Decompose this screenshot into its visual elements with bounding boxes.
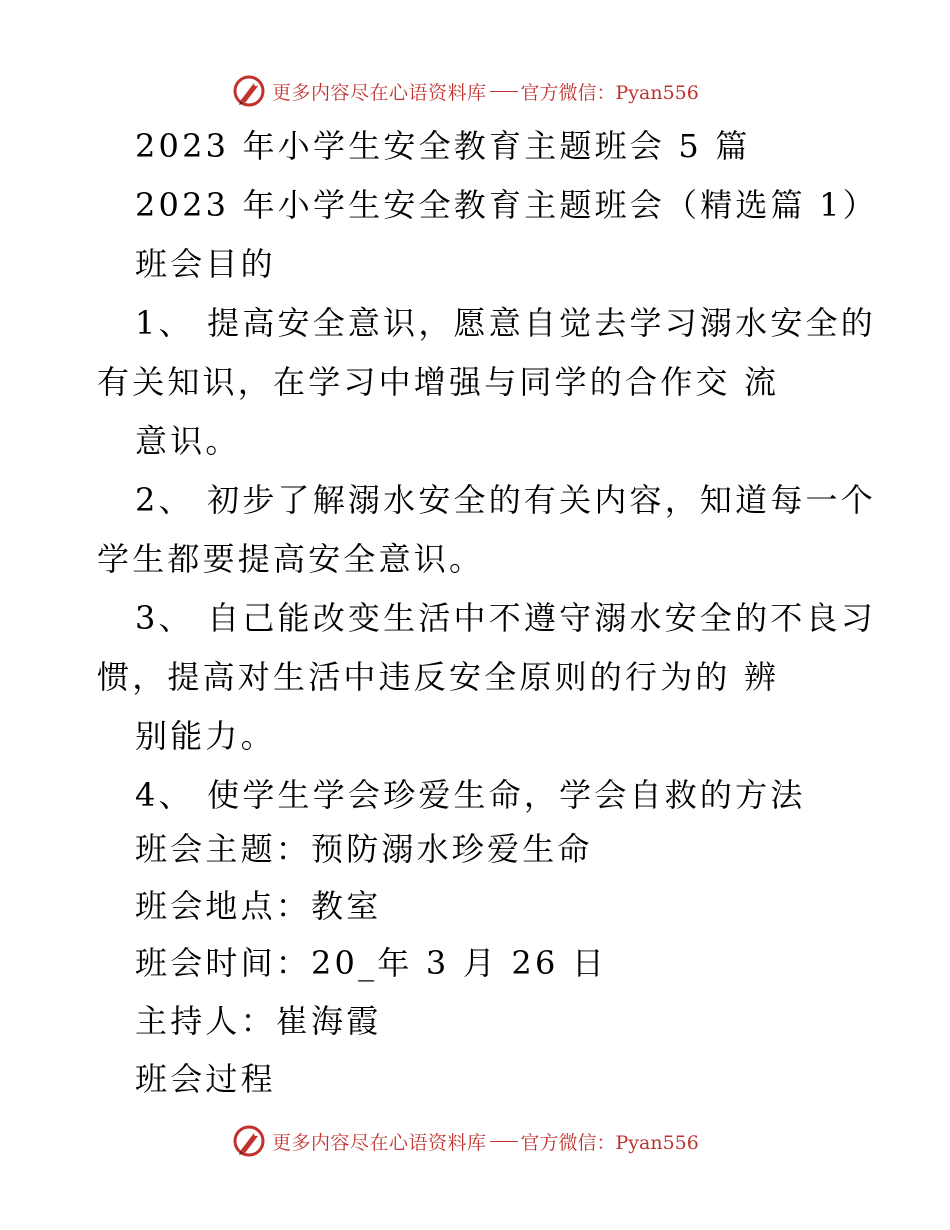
meeting-location: 班会地点：教室 — [135, 887, 382, 925]
paragraph-line: 别能力。 — [135, 717, 276, 755]
pen-logo-icon — [232, 74, 266, 108]
paragraph-line: 学生都要提高安全意识。 — [97, 540, 485, 578]
meeting-host: 主持人：崔海霞 — [135, 1002, 382, 1040]
meeting-theme: 班会主题：预防溺水珍爱生命 — [135, 830, 593, 868]
banner-divider — [490, 1141, 518, 1142]
paragraph-line: 1、 提高安全意识，愿意自觉去学习溺水安全的 — [135, 304, 876, 342]
pen-logo-icon — [232, 1124, 266, 1158]
paragraph-line: 4、 使学生学会珍爱生命，学会自救的方法 — [135, 776, 806, 814]
paragraph-line: 意识。 — [135, 422, 241, 460]
document-title: 2023 年小学生安全教育主题班会 5 篇 — [135, 127, 751, 165]
paragraph-line: 惯，提高对生活中违反安全原则的行为的 辨 — [97, 658, 780, 696]
section-heading: 2023 年小学生安全教育主题班会（精选篇 1） — [135, 186, 878, 224]
banner-text: 更多内容尽在心语资料库 — [272, 81, 487, 104]
banner-contact: 官方微信：Pyan556 — [520, 1131, 699, 1154]
subheading-purpose: 班会目的 — [135, 245, 276, 283]
paragraph-line: 3、 自己能改变生活中不遵守溺水安全的不良习 — [135, 599, 876, 637]
banner-divider — [490, 91, 518, 92]
paragraph-line: 2、 初步了解溺水安全的有关内容，知道每一个 — [135, 481, 876, 519]
paragraph-line: 有关知识，在学习中增强与同学的合作交 流 — [97, 363, 780, 401]
subheading-process: 班会过程 — [135, 1060, 276, 1098]
banner-text: 更多内容尽在心语资料库 — [272, 1131, 487, 1154]
header-banner — [232, 71, 699, 111]
footer-banner — [232, 1121, 699, 1161]
meeting-time: 班会时间：20_年 3 月 26 日 — [135, 944, 608, 982]
banner-contact: 官方微信：Pyan556 — [520, 81, 699, 104]
